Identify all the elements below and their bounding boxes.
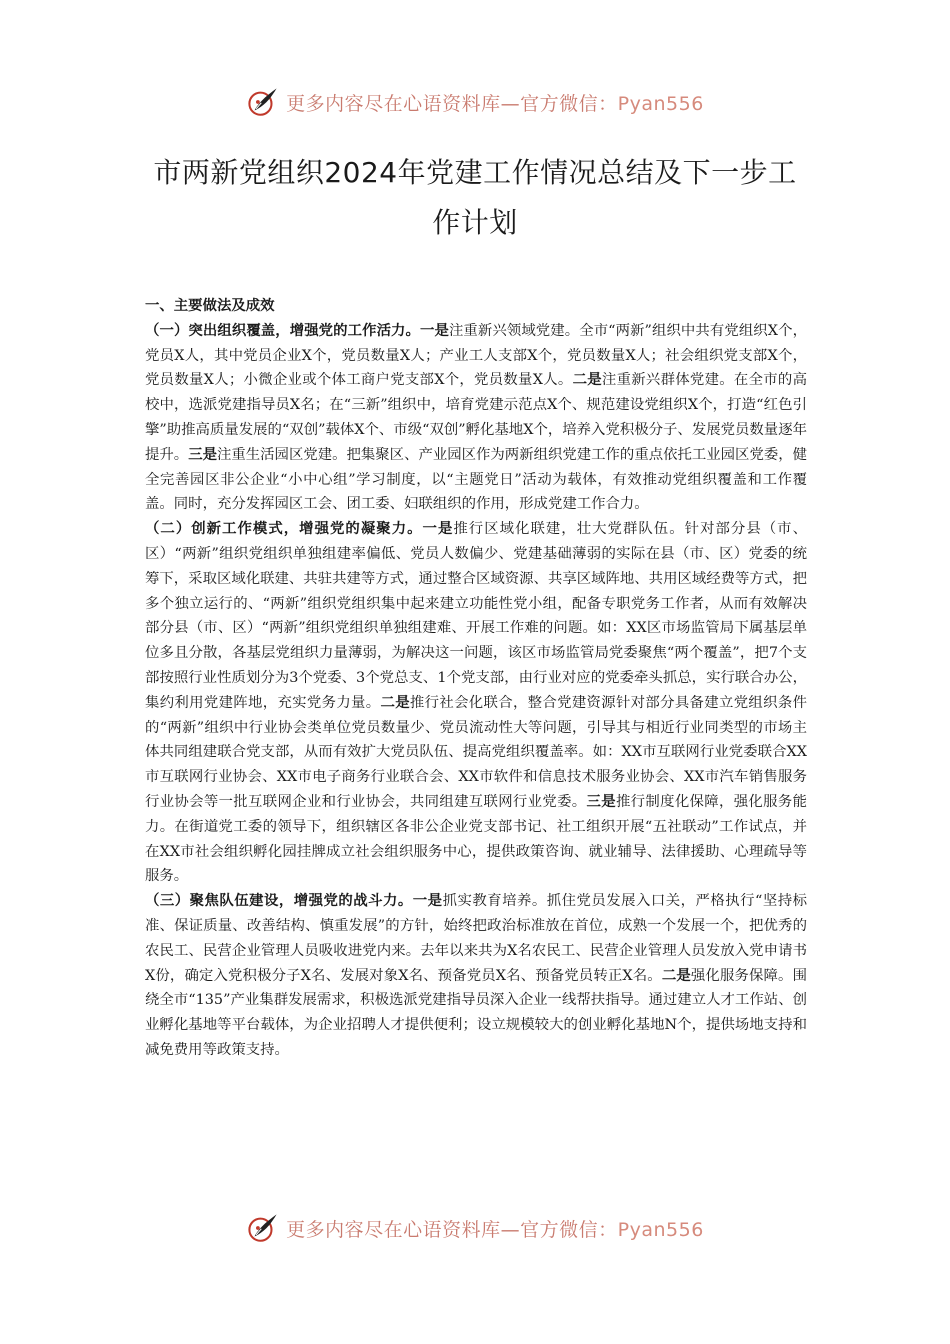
keyword: 二是 (380, 693, 410, 711)
keyword: 二是 (572, 371, 602, 389)
quill-pen-logo-icon (246, 85, 280, 119)
keyword: 三是 (188, 445, 217, 463)
banner-text: 更多内容尽在心语资料库—官方微信：Pyan556 (286, 1218, 704, 1241)
header-watermark-banner (0, 82, 950, 122)
paragraph-text: 注重新兴群体党建。在全市的高校中，选派党建指导员X名；在“三新”组织中，培育党建示范点X个、规范建设党组织X个，打造“红色引擎”助推高质量发展的“双创”载体X个、市级“双创”孵化基地X个，培养入党积极分子、发展党员数量逐年提升。 (145, 372, 807, 463)
paragraph-text: 强化服务保障。围绕全市“135”产业集群发展需求，积极选派党建指导员深入企业一线帮扶指导。通过建立人才工作站、创业孵化基地等平台载体，为企业招聘人才提供便利；设立规模较大的创业孵化基地N个，提供场地支持和减免费用等政策支持。 (145, 967, 807, 1058)
paragraph-2 (145, 517, 807, 889)
quill-pen-logo-icon (246, 1211, 280, 1245)
paragraph-text: 注重新兴领域党建。全市“两新”组织中共有党组织X个，党员X人，其中党员企业X个，党员数量X人；产业工人支部X个，党员数量X人；社会组织党支部X个，党员数量X人；小微企业或个体工商户党支部X个，党员数量X人。 (145, 322, 807, 389)
paragraph-1 (145, 319, 807, 517)
document-title (140, 148, 810, 248)
wechat-id: Pyan556 (617, 92, 704, 115)
banner-text: 更多内容尽在心语资料库—官方微信：Pyan556 (286, 92, 704, 115)
paragraph-text: 推行区域化联建，壮大党群队伍。针对部分县（市、区）“两新”组织党组织单独组建率偏低、党员人数偏少、党建基础薄弱的实际在县（市、区）党委的统筹下，采取区域化联建、共驻共建等方式，通过整合区域资源、共享区域阵地、共用区域经费等方式，把多个独立运行的、“两新”组织党组织集中起来建立功能性党小组，配备专职党务工作者，从而有效解决部分县（市、区）“两新”组织党组织单独组建难、开展工作难的问题。如：XX区市场监管局下属基层单位多且分散，各基层党组织力量薄弱，为解决这一问题，该区市场监管局党委聚焦“两个覆盖”，把7个支部按照行业性质划分为3个党委、3个党总支、1个党支部，由行业对应的党委牵头抓总，实行联合办公，集约利用党建阵地，充实党务力量。 (145, 521, 807, 711)
title-line-1: 市两新党组织2024年党建工作情况总结及下一步工 (153, 156, 797, 189)
paragraph-2-lead: （二）创新工作模式，增强党的凝聚力。 (145, 520, 423, 538)
paragraph-text: 推行制度化保障，强化服务能力。在街道党工委的领导下，组织辖区各非公企业党支部书记、社工组织开展“五社联动”工作试点，并在XX市社会组织孵化园挂牌成立社会组织服务中心，提供政策咨询、就业辅导、法律援助、心理疏导等服务。 (145, 793, 807, 885)
keyword: 一是 (422, 520, 454, 538)
title-line-2: 作计划 (432, 206, 518, 239)
paragraph-3 (145, 889, 807, 1063)
keyword: 一是 (420, 321, 449, 339)
keyword: 一是 (412, 892, 443, 910)
paragraph-text: 抓实教育培养。抓住党员发展入口关，严格执行“坚持标准、保证质量、改善结构、慎重发展”的方针，始终把政治标准放在首位，成熟一个发展一个，把优秀的农民工、民营企业管理人员吸收进党内来。去年以来共为X名农民工、民营企业管理人员发放入党申请书X份，确定入党积极分子X名、发展对象X名、预备党员X名、预备党员转正X名。 (145, 893, 807, 984)
document-body (145, 294, 807, 1063)
paragraph-3-lead: （三）聚焦队伍建设，增强党的战斗力。 (145, 892, 413, 910)
section-heading: 一、主要做法及成效 (145, 298, 275, 314)
wechat-id: Pyan556 (617, 1218, 704, 1241)
paragraph-text: 注重生活园区党建。把集聚区、产业园区作为两新组织党建工作的重点依托工业园区党委，健全完善园区非公企业“小中心组”学习制度，以“主题党日”活动为载体，有效推动党组织覆盖和工作覆盖。同时，充分发挥园区工会、团工委、妇联组织的作用，形成党建工作合力。 (145, 446, 808, 513)
paragraph-1-lead: （一）突出组织覆盖，增强党的工作活力。 (145, 321, 420, 339)
paragraph-text: 推行社会化联合，整合党建资源针对部分具备建立党组织条件的“两新”组织中行业协会类单位党员数量少、党员流动性大等问题，引导其与相近行业同类型的市场主体共同组建联合党支部，从而有效扩大党员队伍、提高党组织覆盖率。如：XX市互联网行业党委联合XX市互联网行业协会、XX市电子商务行业联合会、XX市软件和信息技术服务业协会、XX市汽车销售服务行业协会等一批互联网企业和行业协会，共同组建互联网行业党委。 (145, 694, 807, 810)
keyword: 二是 (661, 966, 691, 984)
footer-watermark-banner (0, 1208, 950, 1248)
keyword: 三是 (586, 792, 616, 810)
